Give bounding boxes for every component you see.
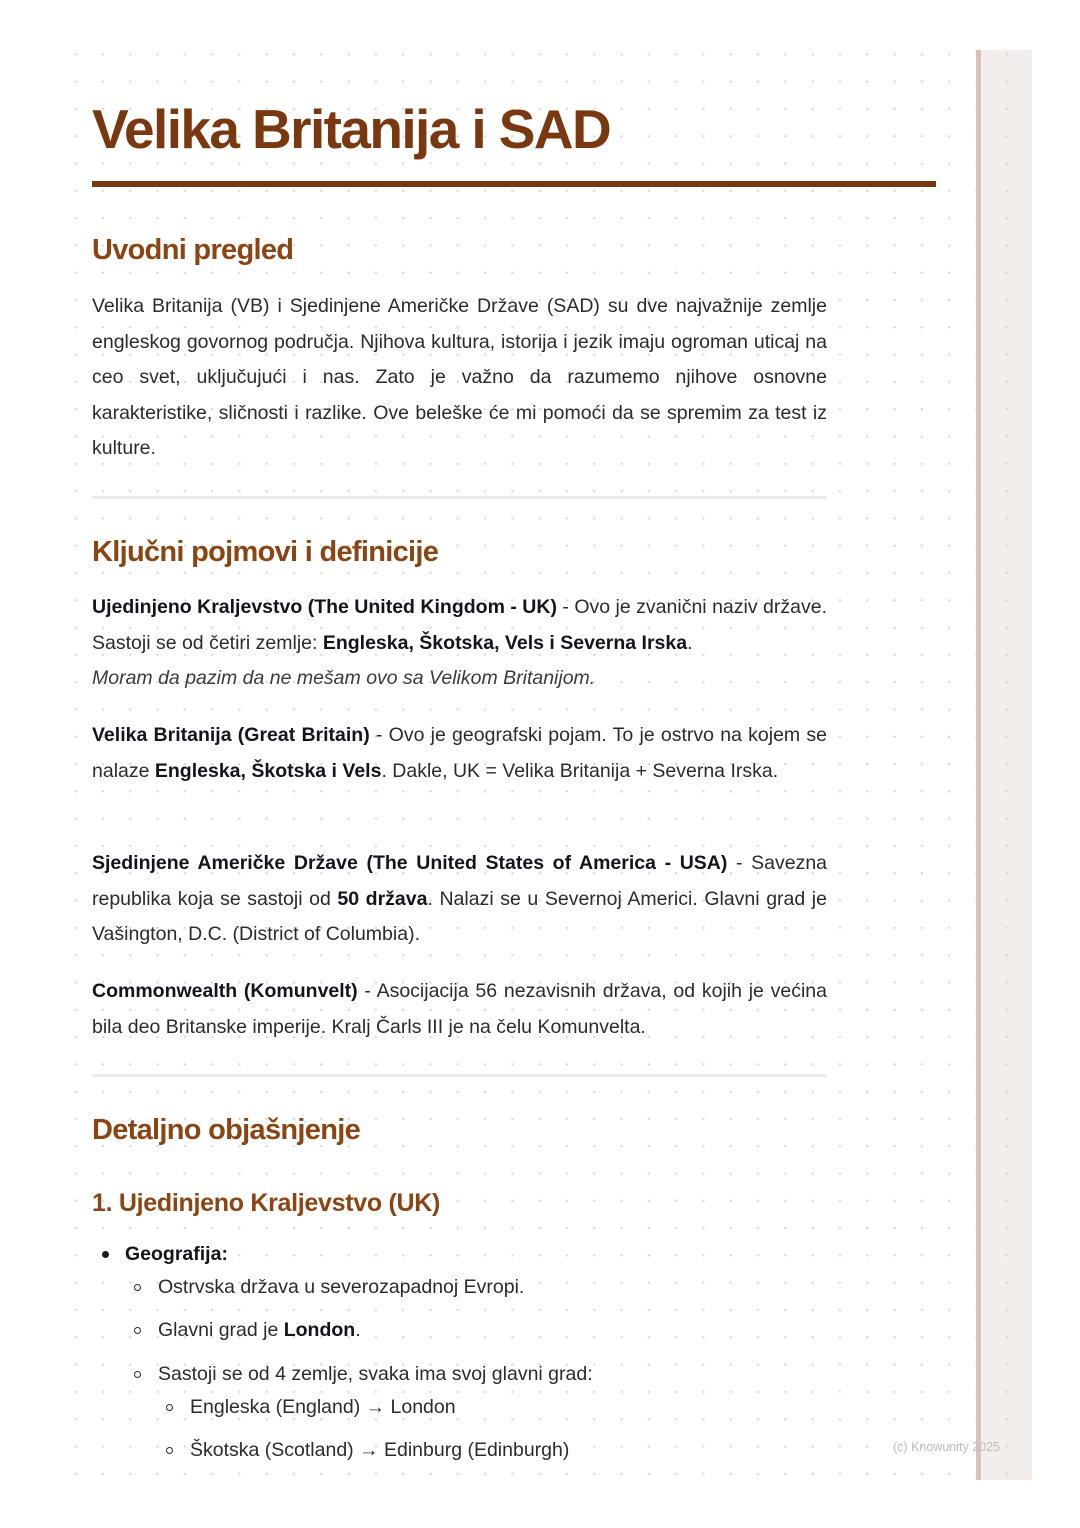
- definition-text: - Ovo je geografski pojam. To je ostrvo na kojem se nalaze: [92, 724, 827, 782]
- definition-text: - Asocijacija 56 nezavisnih država, od kojih je većina bila deo Britanske imperije. Kralj Čarls III je na čelu Komunvelta.: [92, 980, 827, 1038]
- list-emphasis: London: [283, 1319, 356, 1341]
- definition-term: Ujedinjeno Kraljevstvo (The United Kingdom - UK): [92, 596, 557, 618]
- list-item-geography: [92, 1238, 827, 1271]
- definition-text: - Ovo je zvanični naziv države. Sastoji se od četiri zemlje:: [92, 596, 827, 654]
- definition-great-britain: [92, 718, 827, 789]
- list-item: Ostrvska država u severozapadnoj Evropi.: [92, 1271, 827, 1304]
- list-text: .: [355, 1319, 361, 1341]
- definition-emphasis: 50 država: [337, 887, 428, 910]
- definition-text: .: [687, 631, 693, 654]
- definition-term: Sjedinjene Američke Države (The United States of America - USA): [92, 852, 728, 874]
- definition-text: . Dakle, UK = Velika Britanija + Severna Irska.: [381, 759, 779, 782]
- copyright-footer: (c) Knowunity 2025: [893, 1440, 1001, 1454]
- definition-paragraph: [92, 590, 827, 661]
- document-title: Velika Britanija i SAD: [92, 98, 611, 160]
- definition-term: Velika Britanija (Great Britain): [92, 724, 370, 746]
- definition-uk: [92, 590, 827, 697]
- subheading-uk: 1. Ujedinjeno Kraljevstvo (UK): [92, 1189, 441, 1217]
- list-label: Geografija:: [125, 1243, 228, 1265]
- section-heading-detailed: Detaljno objašnjenje: [92, 1114, 360, 1146]
- definition-emphasis: Engleska, Škotska i Vels: [154, 759, 382, 782]
- definition-text: - Savezna republika koja se sastoji od: [92, 852, 828, 910]
- geography-sublist: [92, 1271, 827, 1304]
- definition-text: . Nalazi se u Severnoj Americi. Glavni grad je Vašington, D.C. (District of Columbia).: [92, 887, 827, 945]
- list-text: Glavni grad je: [158, 1319, 284, 1341]
- list-item: [92, 1314, 827, 1347]
- intro-paragraph: Velika Britanija (VB) i Sjedinjene Američke Države (SAD) su dve najvažnije zemlje engleskog govornog područja. Njihova kultura, istorija i jezik imaju ogroman uticaj na ceo svet, uključujući i nas. Zato je važno da razumemo njihove osnovne karakteristike, sličnosti i razlike. Ove beleške će mi pomoći da se spremim za test iz kulture.: [92, 295, 827, 459]
- geography-sublist: [92, 1314, 827, 1347]
- definition-paragraph: [92, 846, 827, 953]
- definition-term: Commonwealth (Komunvelt): [92, 980, 358, 1002]
- definition-paragraph: [92, 718, 827, 789]
- list-item: Sastoji se od 4 zemlje, svaka ima svoj glavni grad:: [92, 1358, 827, 1391]
- definition-paragraph: [92, 974, 827, 1045]
- countries-sublist: [92, 1434, 827, 1467]
- page-edge-strip: [976, 50, 1032, 1480]
- countries-sublist: [92, 1391, 827, 1424]
- definition-emphasis: Engleska, Škotska, Vels i Severna Irska: [322, 631, 688, 654]
- definition-commonwealth: [92, 974, 827, 1045]
- list-item-country: Engleska (England) → London: [92, 1391, 827, 1424]
- section-heading-intro: Uvodni pregled: [92, 234, 294, 266]
- note-italic: Moram da pazim da ne mešam ovo sa Velikom Britanijom.: [92, 667, 596, 689]
- list-item-country: Škotska (Scotland) → Edinburg (Edinburgh): [92, 1434, 827, 1467]
- section-heading-definitions: Ključni pojmovi i definicije: [92, 536, 439, 568]
- uk-detail-list: [92, 1238, 827, 1271]
- definition-usa: [92, 846, 827, 953]
- definition-note: [92, 661, 827, 697]
- section-divider: [92, 1074, 827, 1077]
- geography-sublist: [92, 1358, 827, 1391]
- title-underline: [92, 181, 936, 187]
- section-divider: [92, 496, 827, 499]
